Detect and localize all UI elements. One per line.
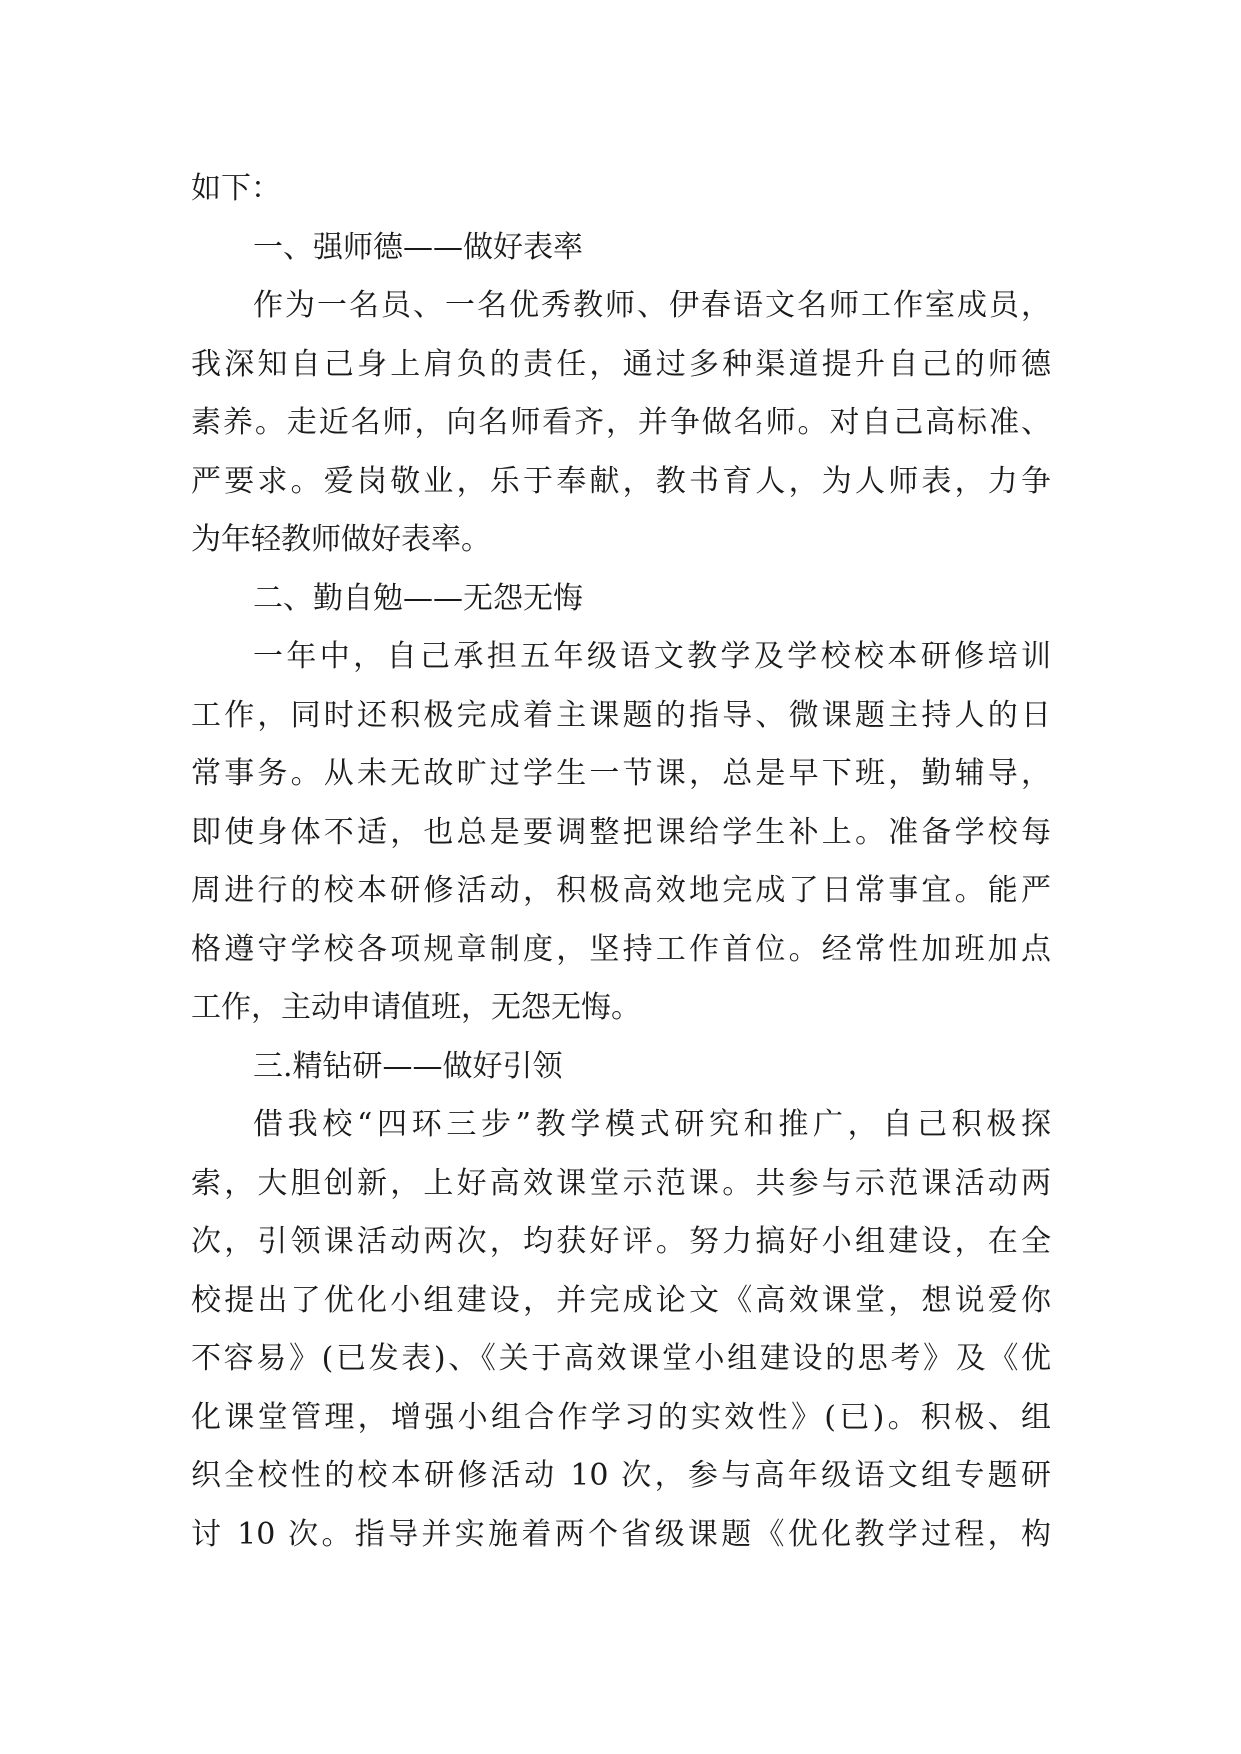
text-line: 如下： [191,171,281,206]
text-line: 化课堂管理，增强小组合作学习的实效性》(已)。积极、组 [191,1399,1051,1435]
text-line: 索，大胆创新，上好高效课堂示范课。共参与示范课活动两 [191,1165,1051,1201]
text-line: 为年轻教师做好表率。 [191,522,491,557]
document-body [191,160,1051,1564]
text-line: 素养。走近名师，向名师看齐，并争做名师。对自己高标准、 [191,405,1051,440]
text-line: 不容易》(已发表)、《关于高效课堂小组建设的思考》及《优 [191,1341,1051,1376]
text-line: 校提出了优化小组建设，并完成论文《高效课堂，想说爱你 [191,1282,1051,1318]
paragraph-first-line: 借我校“四环三步”教学模式研究和推广，自己积极探 [253,1107,1051,1142]
text-line: 周进行的校本研修活动，积极高效地完成了日常事宜。能严 [191,873,1051,908]
text-line: 讨 10 次。指导并实施着两个省级课题《优化教学过程，构 [191,1516,1051,1552]
text-line: 工作，同时还积极完成着主课题的指导、微课题主持人的日 [191,697,1051,733]
section-heading: 三.精钻研——做好引领 [253,1048,563,1084]
section-heading: 二、勤自勉——无怨无悔 [253,580,583,616]
section-heading: 一、强师德——做好表率 [253,229,583,265]
paragraph-first-line: 一年中，自己承担五年级语文教学及学校校本研修培训 [253,639,1051,674]
text-line: 我深知自己身上肩负的责任，通过多种渠道提升自己的师德 [191,346,1051,382]
text-line: 即使身体不适，也总是要调整把课给学生补上。准备学校每 [191,814,1051,850]
text-line: 严要求。爱岗敬业，乐于奉献，教书育人，为人师表，力争 [191,463,1051,499]
paragraph-first-line: 作为一名员、一名优秀教师、伊春语文名师工作室成员， [253,288,1051,323]
text-line: 工作，主动申请值班，无怨无悔。 [191,990,641,1025]
text-line: 次，引领课活动两次，均获好评。努力搞好小组建设，在全 [191,1224,1051,1259]
text-line: 织全校性的校本研修活动 10 次，参与高年级语文组专题研 [191,1458,1051,1493]
text-line: 格遵守学校各项规章制度，坚持工作首位。经常性加班加点 [191,931,1051,967]
text-line: 常事务。从未无故旷过学生一节课，总是早下班，勤辅导， [191,756,1051,791]
